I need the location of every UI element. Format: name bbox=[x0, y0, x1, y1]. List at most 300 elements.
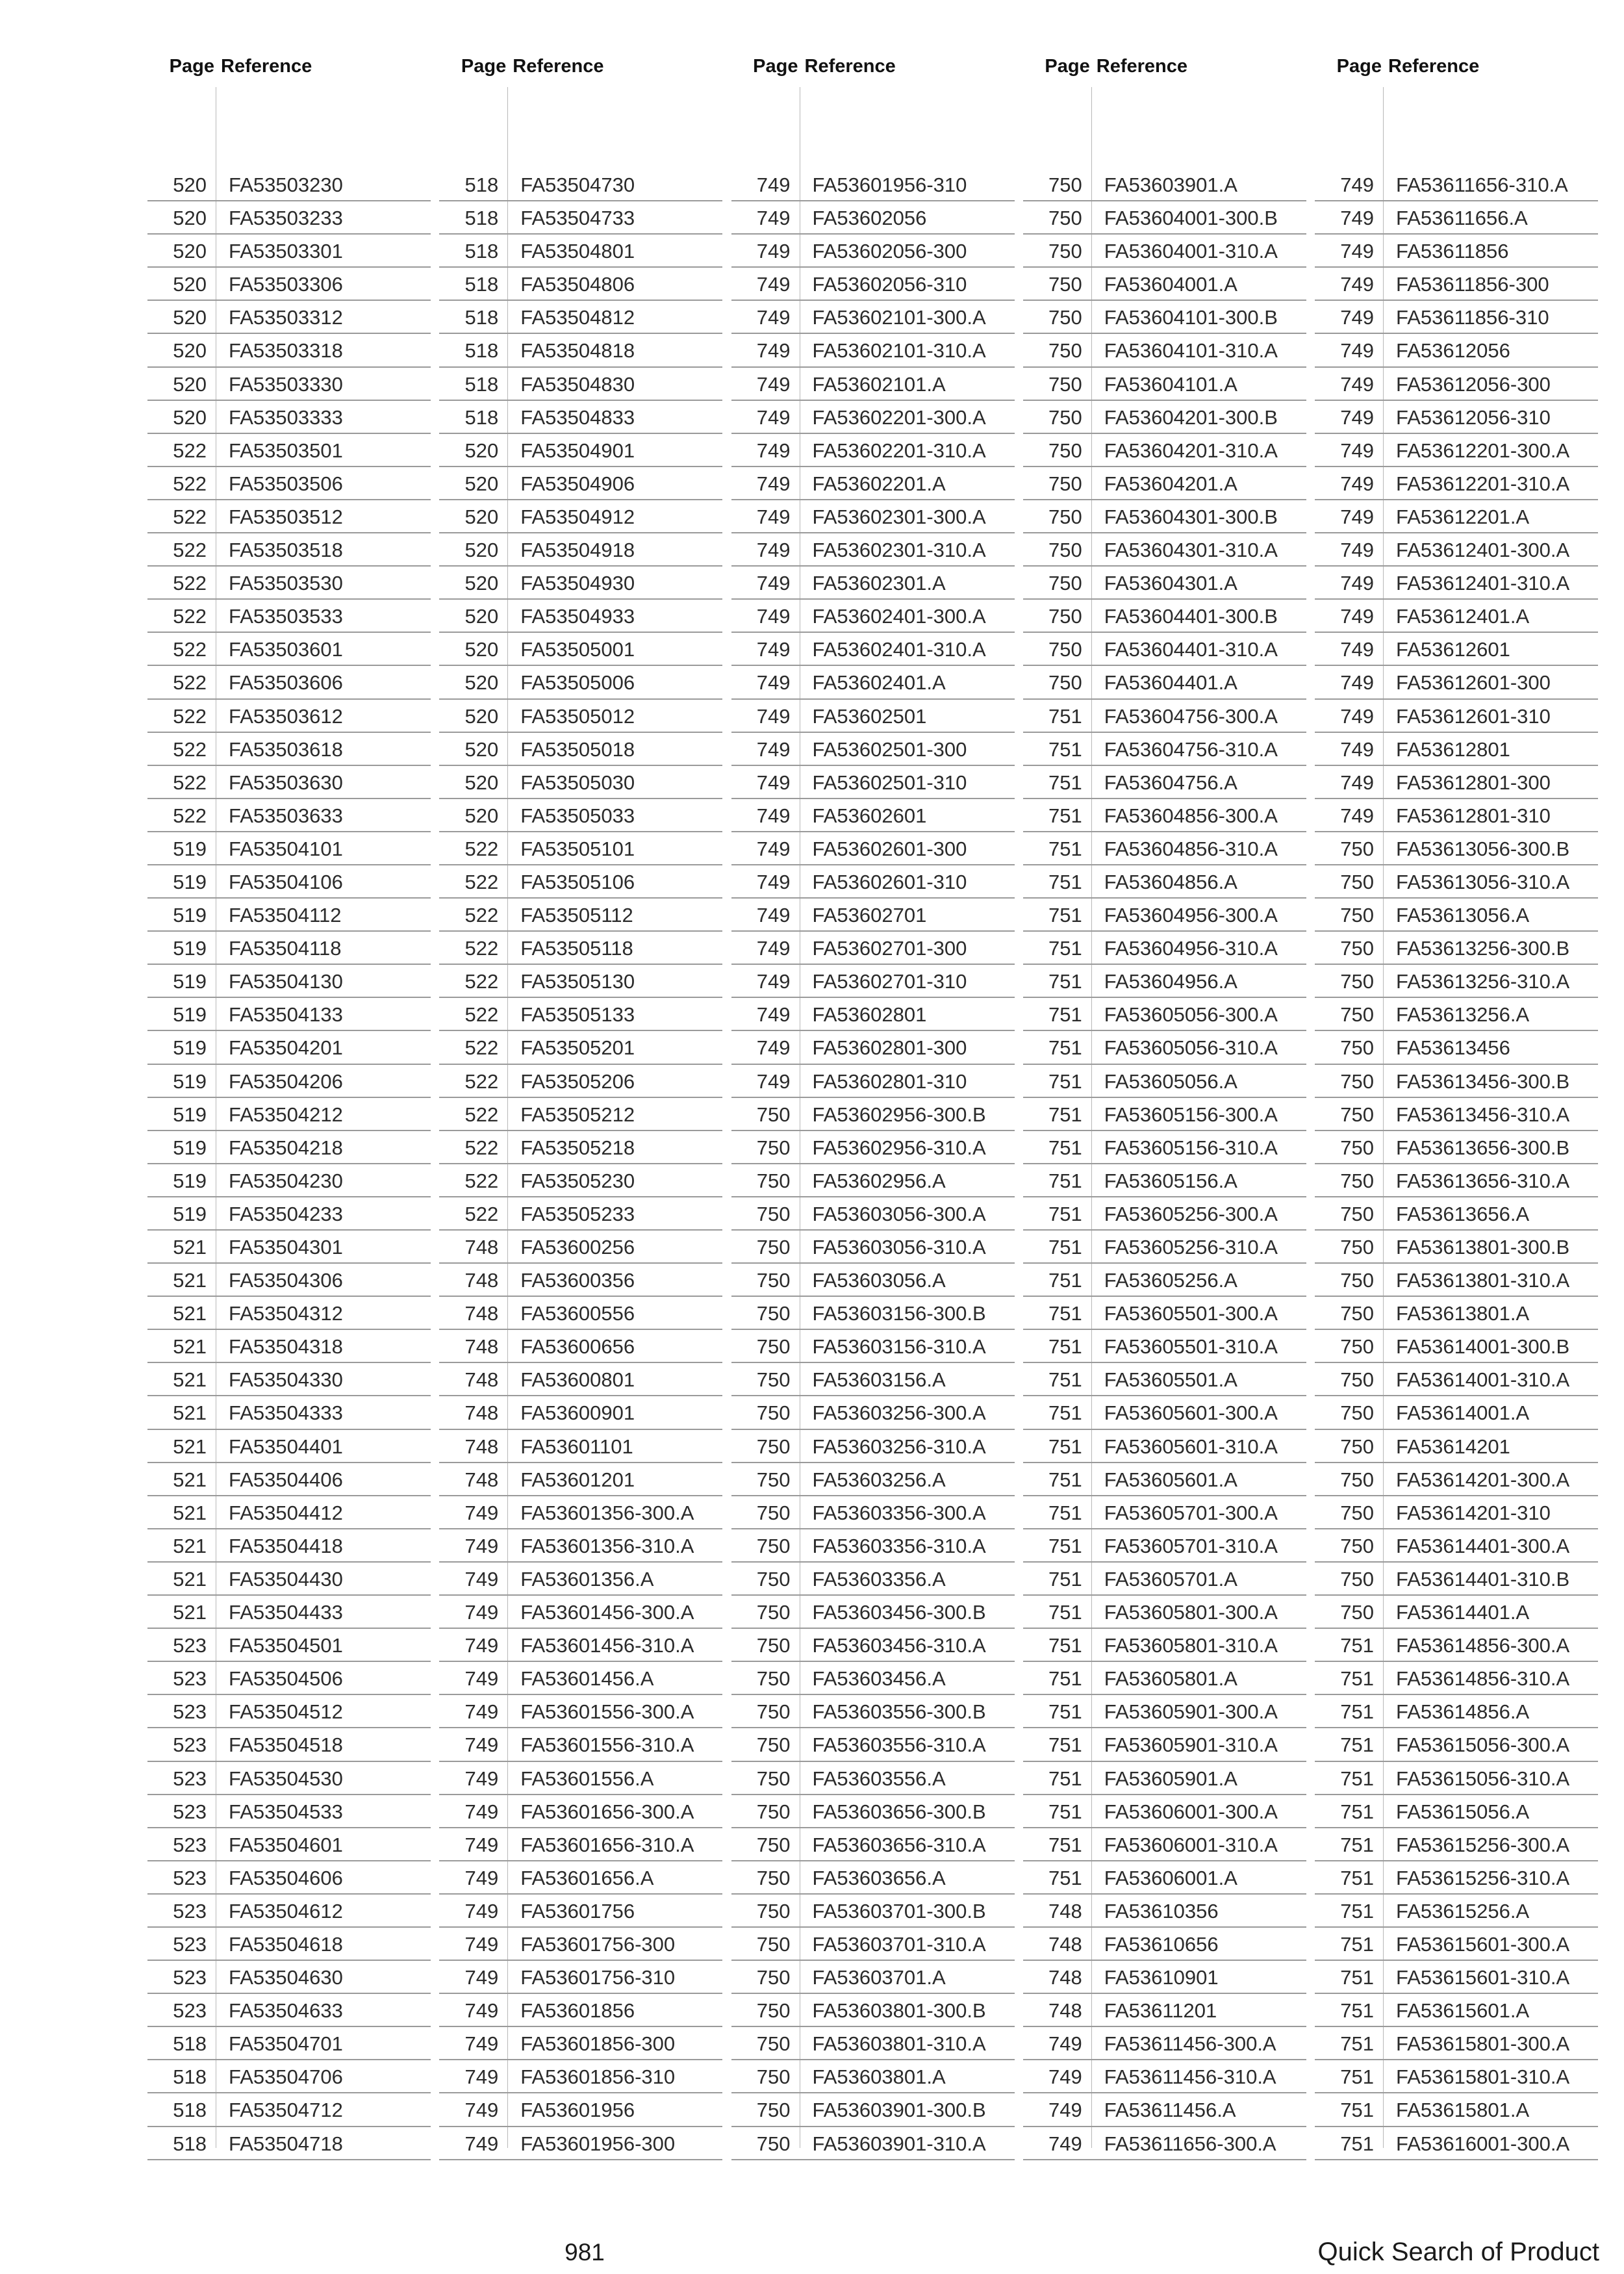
reference-cell: FA53603701-300.B bbox=[812, 1899, 986, 1923]
page-cell: 749 bbox=[1340, 339, 1374, 363]
reference-cell: FA53602956.A bbox=[812, 1169, 946, 1192]
page-cell: 750 bbox=[1340, 1501, 1374, 1524]
page-cell: 519 bbox=[173, 1169, 207, 1192]
table-row bbox=[147, 1297, 431, 1330]
reference-cell: FA53616001-300.A bbox=[1396, 2132, 1570, 2155]
page-cell: 749 bbox=[756, 605, 791, 628]
reference-cell: FA53612401-310.A bbox=[1396, 572, 1570, 595]
table-row bbox=[731, 1330, 1015, 1363]
page-cell: 750 bbox=[1048, 572, 1082, 595]
page-cell: 522 bbox=[173, 539, 207, 562]
table-row bbox=[439, 666, 722, 699]
table-row bbox=[439, 1264, 722, 1297]
page-cell: 749 bbox=[756, 273, 791, 296]
row-list bbox=[731, 168, 1015, 2160]
table-row bbox=[1023, 766, 1306, 799]
table-row bbox=[147, 1596, 431, 1629]
table-row bbox=[439, 1662, 722, 1695]
table-row bbox=[1023, 1131, 1306, 1164]
table-row bbox=[731, 1596, 1015, 1629]
page-cell: 521 bbox=[173, 1368, 207, 1392]
reference-cell: FA53603556-310.A bbox=[812, 1733, 986, 1757]
page-cell: 751 bbox=[1340, 2032, 1374, 2056]
page-cell: 522 bbox=[173, 771, 207, 794]
page-cell: 520 bbox=[464, 804, 499, 827]
reference-cell: FA53504701 bbox=[229, 2032, 343, 2056]
page-cell: 751 bbox=[1048, 1335, 1082, 1359]
table-row bbox=[1023, 168, 1306, 201]
page-cell: 750 bbox=[756, 1601, 791, 1624]
table-row bbox=[1315, 1728, 1598, 1761]
table-row bbox=[731, 1795, 1015, 1828]
reference-cell: FA53615801-310.A bbox=[1396, 2065, 1570, 2089]
reference-cell: FA53600256 bbox=[520, 1236, 635, 1258]
reference-cell: FA53605801.A bbox=[1104, 1667, 1237, 1691]
page-cell: 750 bbox=[756, 1435, 791, 1458]
table-row bbox=[1315, 700, 1598, 733]
table-row bbox=[731, 600, 1015, 633]
page-cell: 748 bbox=[464, 1236, 499, 1258]
reference-cell: FA53611456.A bbox=[1104, 2099, 1236, 2122]
reference-cell: FA53504530 bbox=[229, 1767, 343, 1790]
page-cell: 749 bbox=[464, 1866, 499, 1889]
reference-cell: FA53612201-300.A bbox=[1396, 439, 1570, 462]
table-row bbox=[1315, 401, 1598, 434]
table-row bbox=[731, 467, 1015, 500]
table-row bbox=[147, 1164, 431, 1197]
reference-cell: FA53613656-310.A bbox=[1396, 1169, 1570, 1192]
page-cell: 749 bbox=[756, 1069, 791, 1093]
page-cell: 522 bbox=[173, 737, 207, 761]
page-cell: 751 bbox=[1048, 1866, 1082, 1889]
table-row bbox=[1023, 1695, 1306, 1728]
table-row bbox=[1315, 1065, 1598, 1098]
table-row bbox=[1023, 1895, 1306, 1928]
page-cell: 522 bbox=[464, 1003, 499, 1027]
reference-cell: FA53612056-300 bbox=[1396, 372, 1551, 396]
table-row bbox=[1023, 1928, 1306, 1961]
page-cell: 749 bbox=[464, 1932, 499, 1956]
page-cell: 748 bbox=[464, 1401, 499, 1425]
page-cell: 751 bbox=[1048, 1169, 1082, 1192]
table-row bbox=[1023, 401, 1306, 434]
table-row bbox=[1315, 2127, 1598, 2160]
page-cell: 520 bbox=[464, 439, 499, 462]
table-row bbox=[1315, 600, 1598, 633]
page-cell: 751 bbox=[1048, 1767, 1082, 1790]
page-cell: 751 bbox=[1340, 2099, 1374, 2122]
page-cell: 750 bbox=[1340, 1202, 1374, 1225]
table-row bbox=[1315, 1762, 1598, 1795]
page-cell: 750 bbox=[1340, 1136, 1374, 1159]
reference-cell: FA53614001-300.B bbox=[1396, 1335, 1570, 1359]
page-cell: 749 bbox=[464, 2132, 499, 2155]
reference-cell: FA53504733 bbox=[520, 207, 635, 230]
reference-cell: FA53504918 bbox=[520, 539, 635, 562]
reference-cell: FA53504412 bbox=[229, 1501, 343, 1524]
reference-cell: FA53604101.A bbox=[1104, 372, 1237, 396]
reference-cell: FA53503301 bbox=[229, 240, 343, 263]
page-cell: 750 bbox=[1048, 306, 1082, 329]
page-cell: 522 bbox=[464, 1036, 499, 1060]
page-cell: 751 bbox=[1048, 904, 1082, 927]
table-row bbox=[147, 1728, 431, 1761]
reference-cell: FA53504206 bbox=[229, 1069, 343, 1093]
reference-cell: FA53600356 bbox=[520, 1269, 635, 1292]
reference-cell: FA53610901 bbox=[1104, 1966, 1219, 1989]
table-row bbox=[1315, 1297, 1598, 1330]
page-cell: 751 bbox=[1340, 1800, 1374, 1823]
table-row bbox=[439, 700, 722, 733]
page-cell: 523 bbox=[173, 1634, 207, 1657]
table-row bbox=[1315, 368, 1598, 401]
reference-cell: FA53602801-310 bbox=[812, 1069, 967, 1093]
reference-cell: FA53504106 bbox=[229, 870, 343, 893]
reference-cell: FA53605901.A bbox=[1104, 1767, 1237, 1790]
table-row bbox=[147, 1629, 431, 1662]
reference-cell: FA53504801 bbox=[520, 240, 635, 263]
table-row bbox=[439, 500, 722, 533]
reference-cell: FA53603456.A bbox=[812, 1667, 946, 1691]
reference-cell: FA53602601-310 bbox=[812, 870, 967, 893]
reference-cell: FA53603556-300.B bbox=[812, 1700, 986, 1724]
table-row bbox=[731, 1828, 1015, 1861]
table-row bbox=[1315, 1895, 1598, 1928]
table-row bbox=[731, 1496, 1015, 1529]
reference-cell: FA53614401.A bbox=[1396, 1601, 1530, 1624]
table-row bbox=[731, 733, 1015, 766]
table-row bbox=[1315, 1596, 1598, 1629]
reference-cell: FA53503630 bbox=[229, 771, 343, 794]
reference-cell: FA53503233 bbox=[229, 207, 343, 230]
table-row bbox=[147, 533, 431, 567]
table-row bbox=[147, 1662, 431, 1695]
reference-cell: FA53601956-310 bbox=[812, 173, 967, 196]
page-cell: 751 bbox=[1048, 737, 1082, 761]
page-cell: 521 bbox=[173, 1468, 207, 1491]
table-row bbox=[1315, 1828, 1598, 1861]
reference-cell: FA53604001-310.A bbox=[1104, 240, 1278, 263]
page-cell: 750 bbox=[756, 1932, 791, 1956]
page-cell: 522 bbox=[173, 505, 207, 528]
reference-cell: FA53601756 bbox=[520, 1899, 635, 1923]
table-row bbox=[731, 1430, 1015, 1463]
reference-cell: FA53605156-300.A bbox=[1104, 1103, 1278, 1126]
table-row bbox=[439, 567, 722, 600]
reference-cell: FA53504501 bbox=[229, 1634, 343, 1657]
reference-cell: FA53605701-310.A bbox=[1104, 1534, 1278, 1557]
reference-cell: FA53601856-310 bbox=[520, 2065, 676, 2089]
page-cell: 750 bbox=[1048, 638, 1082, 661]
table-row bbox=[1315, 2060, 1598, 2093]
page-column-label: Page bbox=[753, 56, 798, 77]
table-row bbox=[1023, 600, 1306, 633]
page-cell: 751 bbox=[1340, 1999, 1374, 2023]
table-row bbox=[147, 1430, 431, 1463]
table-row bbox=[1023, 368, 1306, 401]
table-row bbox=[439, 965, 722, 998]
reference-cell: FA53504312 bbox=[229, 1302, 343, 1325]
table-row bbox=[1023, 1031, 1306, 1064]
column-header bbox=[1023, 43, 1306, 87]
page-cell: 749 bbox=[464, 1767, 499, 1790]
table-row bbox=[1315, 500, 1598, 533]
page-cell: 750 bbox=[1340, 837, 1374, 860]
reference-cell: FA53605901-310.A bbox=[1104, 1733, 1278, 1757]
reference-cell: FA53605601-300.A bbox=[1104, 1401, 1278, 1425]
page-cell: 748 bbox=[1048, 1966, 1082, 1989]
page-cell: 749 bbox=[756, 240, 791, 263]
table-row bbox=[439, 1330, 722, 1363]
table-row bbox=[147, 633, 431, 666]
table-row bbox=[1023, 1330, 1306, 1363]
reference-cell: FA53504630 bbox=[229, 1966, 343, 1989]
reference-cell: FA53504433 bbox=[229, 1601, 343, 1624]
reference-cell: FA53613456 bbox=[1396, 1036, 1510, 1060]
reference-cell: FA53613801-300.B bbox=[1396, 1236, 1570, 1258]
page-cell: 749 bbox=[464, 1667, 499, 1691]
table-row bbox=[439, 766, 722, 799]
page-cell: 520 bbox=[173, 306, 207, 329]
table-row bbox=[731, 1264, 1015, 1297]
page-cell: 751 bbox=[1340, 1966, 1374, 1989]
page-cell: 750 bbox=[1048, 539, 1082, 562]
table-row bbox=[731, 1065, 1015, 1098]
page-cell: 750 bbox=[756, 1966, 791, 1989]
reference-cell: FA53601556.A bbox=[520, 1767, 654, 1790]
page-cell: 519 bbox=[173, 870, 207, 893]
reference-cell: FA53504506 bbox=[229, 1667, 343, 1691]
page-cell: 750 bbox=[756, 1335, 791, 1359]
page-cell: 749 bbox=[756, 1036, 791, 1060]
reference-cell: FA53602201-310.A bbox=[812, 439, 986, 462]
reference-cell: FA53603156-310.A bbox=[812, 1335, 986, 1359]
table-row bbox=[439, 434, 722, 467]
reference-cell: FA53605156.A bbox=[1104, 1169, 1237, 1192]
page-cell: 750 bbox=[1048, 505, 1082, 528]
reference-cell: FA53504806 bbox=[520, 273, 635, 296]
reference-cell: FA53600656 bbox=[520, 1335, 635, 1359]
reference-cell: FA53612601-300 bbox=[1396, 671, 1551, 695]
reference-cell: FA53505130 bbox=[520, 970, 635, 993]
reference-cell: FA53615256-300.A bbox=[1396, 1833, 1570, 1856]
table-row bbox=[147, 268, 431, 301]
page-cell: 749 bbox=[1340, 605, 1374, 628]
table-row bbox=[1315, 1861, 1598, 1895]
table-row bbox=[439, 832, 722, 865]
table-row bbox=[439, 799, 722, 832]
page-cell: 519 bbox=[173, 937, 207, 960]
table-row bbox=[731, 1231, 1015, 1264]
table-row bbox=[147, 1563, 431, 1596]
table-row bbox=[1023, 235, 1306, 268]
reference-cell: FA53603256-300.A bbox=[812, 1401, 986, 1425]
page-cell: 749 bbox=[756, 405, 791, 429]
page-cell: 750 bbox=[1340, 1236, 1374, 1258]
page-cell: 523 bbox=[173, 1800, 207, 1823]
reference-cell: FA53504333 bbox=[229, 1401, 343, 1425]
reference-cell: FA53603801.A bbox=[812, 2065, 946, 2089]
table-row bbox=[439, 1695, 722, 1728]
reference-cell: FA53505206 bbox=[520, 1069, 635, 1093]
reference-cell: FA53503612 bbox=[229, 704, 343, 728]
page-cell: 751 bbox=[1340, 1932, 1374, 1956]
table-row bbox=[439, 1629, 722, 1662]
reference-cell: FA53612401-300.A bbox=[1396, 539, 1570, 562]
table-row bbox=[731, 832, 1015, 865]
table-row bbox=[731, 633, 1015, 666]
table-row bbox=[731, 998, 1015, 1031]
page-cell: 750 bbox=[756, 1767, 791, 1790]
reference-cell: FA53605256.A bbox=[1104, 1269, 1237, 1292]
table-row bbox=[731, 168, 1015, 201]
table-row bbox=[1023, 1363, 1306, 1396]
reference-cell: FA53504906 bbox=[520, 472, 635, 495]
reference-cell: FA53603701-310.A bbox=[812, 1932, 986, 1956]
table-row bbox=[439, 1563, 722, 1596]
page-cell: 751 bbox=[1048, 1368, 1082, 1392]
table-row bbox=[731, 1762, 1015, 1795]
page-cell: 749 bbox=[464, 1966, 499, 1989]
table-row bbox=[439, 1430, 722, 1463]
table-row bbox=[439, 168, 722, 201]
reference-cell: FA53602801 bbox=[812, 1003, 927, 1027]
page-cell: 751 bbox=[1048, 1069, 1082, 1093]
reference-cell: FA53603156-300.B bbox=[812, 1302, 986, 1325]
page-cell: 751 bbox=[1340, 1866, 1374, 1889]
table-row bbox=[1315, 1430, 1598, 1463]
page-cell: 520 bbox=[464, 539, 499, 562]
table-row bbox=[1023, 1463, 1306, 1496]
table-row bbox=[1315, 567, 1598, 600]
table-row bbox=[1315, 533, 1598, 567]
page-cell: 749 bbox=[756, 572, 791, 595]
page-cell: 518 bbox=[464, 207, 499, 230]
reference-cell: FA53601356-300.A bbox=[520, 1501, 694, 1524]
reference-cell: FA53603801-300.B bbox=[812, 1999, 986, 2023]
table-row bbox=[147, 434, 431, 467]
reference-cell: FA53601856 bbox=[520, 1999, 635, 2023]
page-cell: 749 bbox=[756, 372, 791, 396]
reference-cell: FA53505230 bbox=[520, 1169, 635, 1192]
page-cell: 750 bbox=[1340, 970, 1374, 993]
table-row bbox=[1023, 832, 1306, 865]
page-cell: 750 bbox=[1340, 870, 1374, 893]
table-row bbox=[439, 1596, 722, 1629]
page-cell: 749 bbox=[756, 638, 791, 661]
reference-column-label: Reference bbox=[1388, 56, 1480, 77]
table-row bbox=[1315, 1928, 1598, 1961]
page-cell: 751 bbox=[1340, 1634, 1374, 1657]
table-row bbox=[1023, 1098, 1306, 1131]
page-cell: 522 bbox=[173, 804, 207, 827]
reference-cell: FA53604301-300.B bbox=[1104, 505, 1278, 528]
reference-cell: FA53503530 bbox=[229, 572, 343, 595]
page-cell: 749 bbox=[1048, 2132, 1082, 2155]
page-cell: 751 bbox=[1048, 1202, 1082, 1225]
page-cell: 522 bbox=[464, 837, 499, 860]
reference-cell: FA53505118 bbox=[520, 937, 633, 960]
table-row bbox=[1023, 1961, 1306, 1994]
page-cell: 751 bbox=[1048, 870, 1082, 893]
reference-cell: FA53504406 bbox=[229, 1468, 343, 1491]
page-cell: 751 bbox=[1048, 1667, 1082, 1691]
table-row bbox=[731, 1031, 1015, 1064]
table-row bbox=[1315, 1463, 1598, 1496]
page-cell: 749 bbox=[756, 472, 791, 495]
reference-cell: FA53505201 bbox=[520, 1036, 635, 1060]
table-row bbox=[1023, 2060, 1306, 2093]
page-cell: 523 bbox=[173, 1899, 207, 1923]
reference-cell: FA53503230 bbox=[229, 173, 343, 196]
table-row bbox=[731, 932, 1015, 965]
table-row bbox=[1315, 2027, 1598, 2060]
table-row bbox=[439, 1065, 722, 1098]
page-cell: 518 bbox=[173, 2099, 207, 2122]
page-cell: 749 bbox=[756, 306, 791, 329]
table-row bbox=[147, 567, 431, 600]
reference-cell: FA53603456-300.B bbox=[812, 1601, 986, 1624]
page-cell: 749 bbox=[756, 704, 791, 728]
table-row bbox=[1315, 1529, 1598, 1563]
page-cell: 749 bbox=[1048, 2065, 1082, 2089]
column-header bbox=[1315, 43, 1598, 87]
reference-cell: FA53605601-310.A bbox=[1104, 1435, 1278, 1458]
reference-cell: FA53613456-300.B bbox=[1396, 1069, 1570, 1093]
reference-cell: FA53603156.A bbox=[812, 1368, 946, 1392]
page-cell: 520 bbox=[464, 771, 499, 794]
reference-cell: FA53615056.A bbox=[1396, 1800, 1530, 1823]
page-cell: 750 bbox=[756, 1899, 791, 1923]
table-row bbox=[731, 2127, 1015, 2160]
page-cell: 518 bbox=[173, 2032, 207, 2056]
reference-cell: FA53603656.A bbox=[812, 1866, 946, 1889]
table-row bbox=[147, 2060, 431, 2093]
reference-cell: FA53504612 bbox=[229, 1899, 343, 1923]
reference-column-label: Reference bbox=[804, 56, 896, 77]
table-row bbox=[439, 932, 722, 965]
table-row bbox=[731, 268, 1015, 301]
table-row bbox=[1023, 1396, 1306, 1429]
table-row bbox=[731, 1563, 1015, 1596]
page-cell: 520 bbox=[173, 405, 207, 429]
row-list bbox=[147, 168, 431, 2160]
reference-cell: FA53605801-300.A bbox=[1104, 1601, 1278, 1624]
table-row bbox=[1023, 1563, 1306, 1596]
page-cell: 751 bbox=[1048, 1534, 1082, 1557]
table-row bbox=[731, 1131, 1015, 1164]
reference-cell: FA53601456-310.A bbox=[520, 1634, 694, 1657]
table-row bbox=[147, 799, 431, 832]
reference-cell: FA53603801-310.A bbox=[812, 2032, 986, 2056]
table-row bbox=[1315, 733, 1598, 766]
reference-cell: FA53504430 bbox=[229, 1567, 343, 1591]
reference-cell: FA53611656.A bbox=[1396, 207, 1528, 230]
page-cell: 520 bbox=[173, 173, 207, 196]
index-column bbox=[1023, 43, 1306, 2155]
reference-cell: FA53603356-300.A bbox=[812, 1501, 986, 1524]
page-column-label: Page bbox=[169, 56, 214, 77]
reference-cell: FA53504233 bbox=[229, 1202, 343, 1225]
page-cell: 751 bbox=[1048, 1634, 1082, 1657]
reference-cell: FA53505012 bbox=[520, 704, 635, 728]
reference-cell: FA53603901-300.B bbox=[812, 2099, 986, 2122]
page-cell: 749 bbox=[756, 671, 791, 695]
page-cell: 749 bbox=[756, 207, 791, 230]
page-cell: 749 bbox=[756, 904, 791, 927]
reference-cell: FA53604856-300.A bbox=[1104, 804, 1278, 827]
reference-column-label: Reference bbox=[1096, 56, 1187, 77]
